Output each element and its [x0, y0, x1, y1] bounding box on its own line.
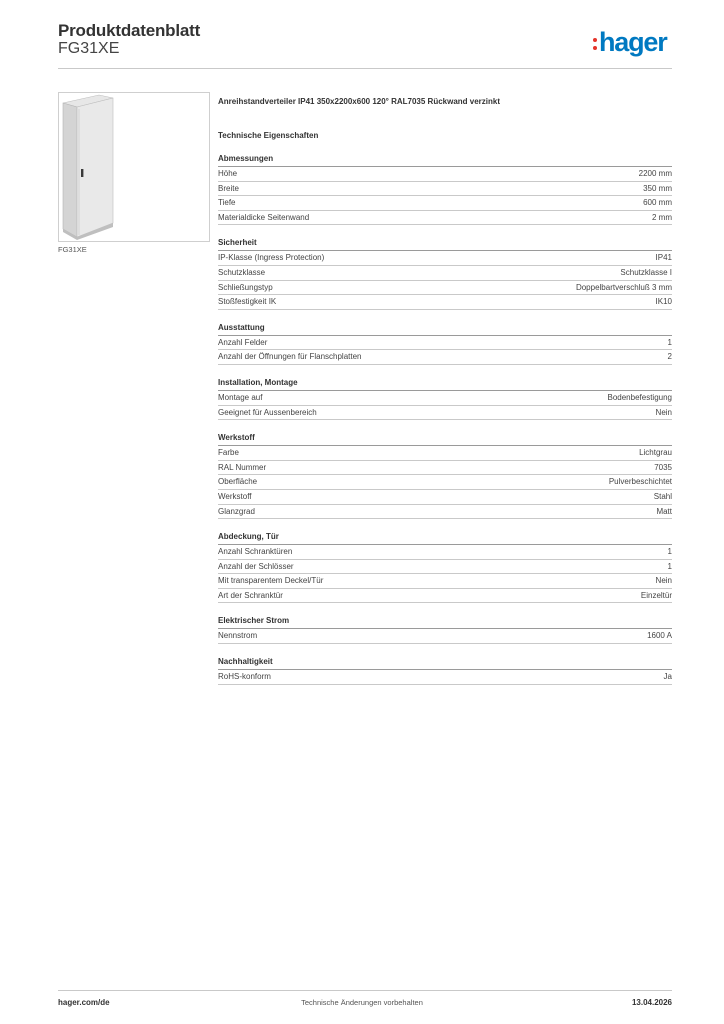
footer-date: 13.04.2026: [631, 998, 672, 1007]
spec-value: IK10: [655, 297, 672, 307]
footer-website[interactable]: hager.com/de: [58, 998, 110, 1007]
spec-label: Höhe: [218, 169, 238, 178]
spec-label: Art der Schranktür: [218, 590, 283, 600]
spec-value: 350 mm: [643, 183, 672, 193]
footer-notice: Technische Änderungen vorbehalten: [301, 998, 423, 1007]
spec-label: Geeignet für Aussenbereich: [218, 407, 317, 417]
spec-label: Breite: [218, 183, 239, 193]
spec-value: Bodenbefestigung: [607, 392, 672, 402]
spec-value: Nein: [655, 576, 672, 586]
spec-label: Anzahl der Schlösser: [218, 561, 294, 571]
section-title: Ausstattung: [218, 321, 672, 336]
spec-label: Stoßfestigkeit IK: [218, 297, 277, 307]
spec-section: [218, 152, 672, 225]
spec-label: IP-Klasse (Ingress Protection): [218, 253, 325, 263]
spec-value: 7035: [654, 462, 672, 472]
logo-text: hager: [599, 26, 667, 57]
section-title: Werkstoff: [218, 431, 672, 446]
spec-section: [218, 321, 672, 365]
spec-table: [218, 152, 672, 696]
spec-value: Nein: [655, 407, 672, 417]
spec-label: Mit transparentem Deckel/Tür: [218, 576, 324, 586]
spec-value: Matt: [656, 506, 672, 516]
spec-label: RoHS-konform: [218, 672, 271, 682]
spec-row: [218, 461, 672, 476]
spec-row: [218, 505, 672, 520]
spec-row: [218, 574, 672, 589]
spec-label: Farbe: [218, 448, 239, 458]
spec-label: Tiefe: [218, 198, 236, 208]
spec-label: Materialdicke Seitenwand: [218, 212, 310, 222]
spec-label: Anzahl Schranktüren: [218, 547, 293, 557]
spec-label: Anzahl Felder: [218, 337, 268, 347]
spec-row: [218, 196, 672, 211]
logo-dots-icon: [593, 38, 597, 50]
cabinet-illustration-icon: [59, 93, 209, 241]
spec-label: Schließungstyp: [218, 282, 273, 292]
spec-value: 1600 A: [647, 631, 672, 641]
spec-row: [218, 266, 672, 281]
spec-section: [218, 236, 672, 309]
spec-label: Glanzgrad: [218, 506, 255, 516]
spec-row: [218, 281, 672, 296]
product-code: FG31XE: [58, 40, 120, 57]
spec-row: [218, 350, 672, 365]
spec-value: 1: [667, 547, 672, 557]
spec-row: [218, 182, 672, 197]
spec-section: [218, 530, 672, 603]
tech-properties-heading: Technische Eigenschaften: [218, 131, 319, 140]
product-description: Anreihstandverteiler IP41 350x2200x600 120° RAL7035 Rückwand verzinkt: [218, 97, 501, 106]
spec-section: [218, 431, 672, 519]
spec-value: 2: [667, 352, 672, 362]
spec-row: [218, 446, 672, 461]
spec-row: [218, 295, 672, 310]
spec-row: [218, 670, 672, 685]
page-title: Produktdatenblatt: [58, 21, 201, 40]
spec-section: [218, 655, 672, 685]
spec-value: Ja: [663, 672, 672, 682]
spec-row: [218, 545, 672, 560]
hager-logo: [593, 26, 667, 58]
spec-value: Schutzklasse I: [620, 267, 672, 277]
spec-section: [218, 376, 672, 420]
spec-value: IP41: [655, 253, 672, 263]
section-title: Abdeckung, Tür: [218, 530, 672, 545]
spec-row: [218, 560, 672, 575]
section-title: Nachhaltigkeit: [218, 655, 672, 670]
section-title: Abmessungen: [218, 152, 672, 167]
spec-label: Werkstoff: [218, 491, 252, 501]
spec-row: [218, 167, 672, 182]
spec-section: [218, 614, 672, 644]
spec-value: 2200 mm: [638, 169, 672, 178]
spec-value: 2 mm: [652, 212, 672, 222]
spec-label: Montage auf: [218, 392, 263, 402]
product-image: [58, 92, 210, 242]
header-divider: [58, 68, 672, 69]
spec-row: [218, 336, 672, 351]
spec-row: [218, 589, 672, 604]
spec-label: Oberfläche: [218, 477, 258, 487]
spec-row: [218, 391, 672, 406]
spec-row: [218, 629, 672, 644]
spec-value: Einzeltür: [640, 590, 672, 600]
section-title: Installation, Montage: [218, 376, 672, 391]
spec-row: [218, 406, 672, 421]
spec-row: [218, 490, 672, 505]
spec-value: Doppelbartverschluß 3 mm: [575, 282, 672, 292]
spec-row: [218, 251, 672, 266]
spec-label: Schutzklasse: [218, 267, 266, 277]
image-caption: FG31XE: [58, 245, 87, 254]
spec-label: Nennstrom: [218, 631, 258, 641]
spec-value: Pulverbeschichtet: [608, 477, 672, 487]
spec-value: 1: [667, 561, 672, 571]
spec-label: RAL Nummer: [218, 462, 267, 472]
spec-value: Lichtgrau: [639, 448, 672, 458]
spec-value: Stahl: [653, 491, 672, 501]
spec-row: [218, 211, 672, 226]
spec-row: [218, 475, 672, 490]
footer-divider: [58, 990, 672, 991]
spec-value: 1: [667, 337, 672, 347]
spec-label: Anzahl der Öffnungen für Flanschplatten: [218, 352, 362, 362]
section-title: Sicherheit: [218, 236, 672, 251]
spec-value: 600 mm: [643, 198, 672, 208]
section-title: Elektrischer Strom: [218, 614, 672, 629]
